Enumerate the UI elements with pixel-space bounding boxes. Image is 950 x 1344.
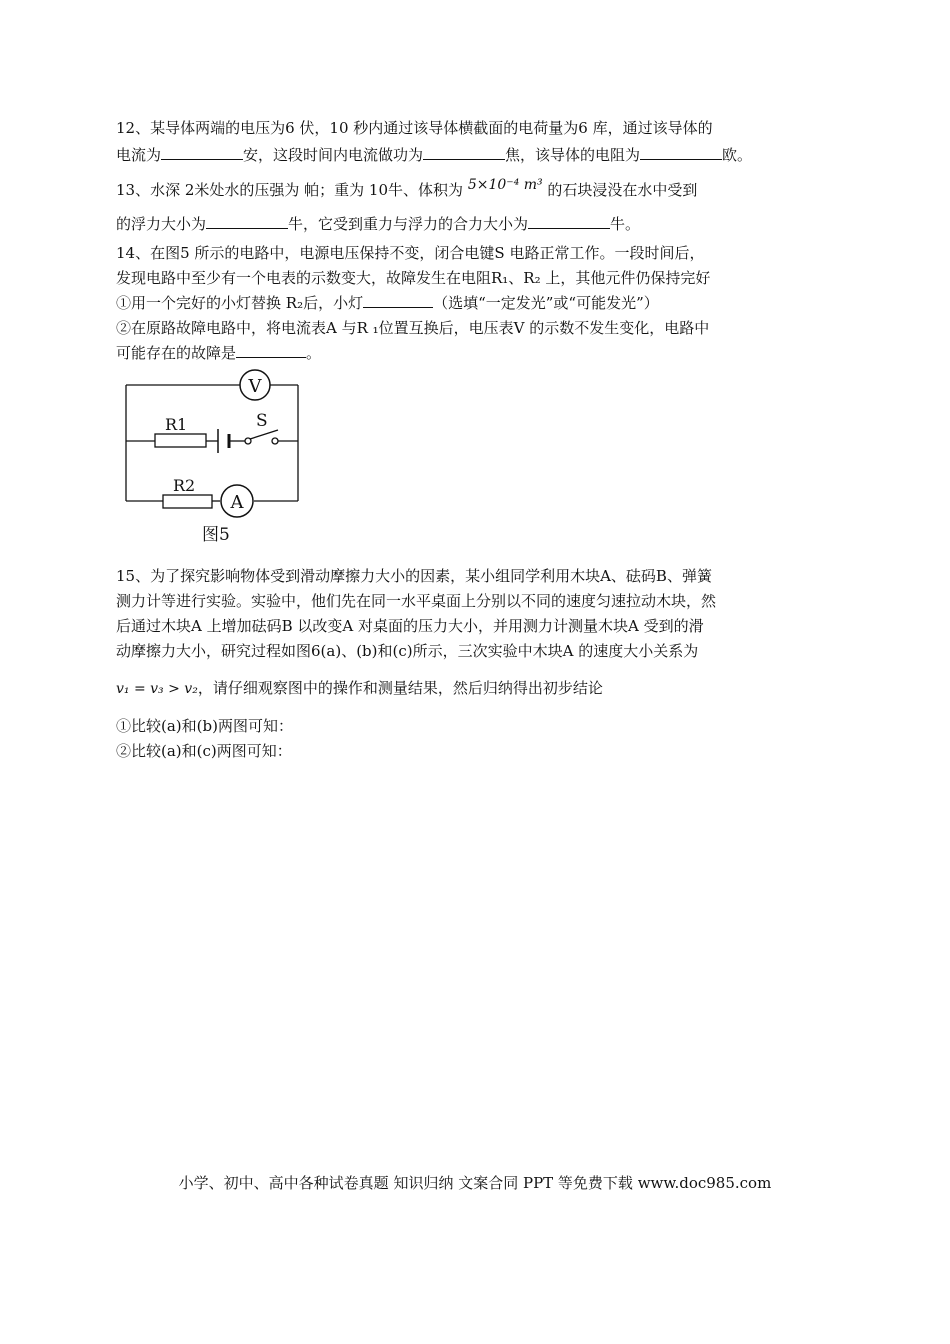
q13-line1 [116, 177, 698, 201]
switch-label: S [256, 411, 268, 431]
circuit-figure-5 [118, 368, 308, 548]
figure-caption: 图5 [202, 525, 230, 545]
q13-blank-net-force[interactable] [528, 214, 610, 229]
q15-line4: 动摩擦力大小，研究过程如图6(a)、(b)和(c)所示，三次实验中木块A 的速度大小关系为 [116, 642, 699, 660]
r2-label: R2 [173, 476, 196, 495]
q14-text-b: （选填“一定发光”或“可能发光”） [433, 294, 659, 312]
q14-blank-fault[interactable] [236, 343, 306, 358]
q14-text-a: ①用一个完好的小灯替换 R₂后，小灯 [116, 294, 364, 312]
q12-text-d: 欧。 [722, 146, 753, 164]
q15-text-conclusion: ，请仔细观察图中的操作和测量结果，然后归纳得出初步结论 [197, 679, 603, 697]
q15-line2: 测力计等进行实验。实验中，他们先在同一水平桌面上分别以不同的速度匀速拉动木块，然 [116, 592, 717, 610]
switch-symbol [245, 430, 278, 444]
q14-text-d: 。 [306, 344, 322, 362]
page-footer: 小学、初中、高中各种试卷真题 知识归纳 文案合同 PPT 等免费下载 www.doc985.com [178, 1174, 772, 1192]
q15-item2: ②比较(a)和(c)两图可知： [116, 742, 292, 760]
q15-item1: ①比较(a)和(b)两图可知： [116, 717, 293, 735]
q12-blank-current[interactable] [161, 145, 243, 160]
q13-text-d: 牛，它受到重力与浮力的合力大小为 [288, 215, 529, 233]
q13-blank-buoyancy[interactable] [206, 214, 288, 229]
q12-text-c: 焦，该导体的电阻为 [505, 146, 641, 164]
r1-label: R1 [165, 415, 188, 434]
voltmeter-label: V [248, 376, 262, 397]
q13-text-b: 的石块浸没在水中受到 [547, 181, 698, 199]
q12-blank-work[interactable] [423, 145, 505, 160]
q12-line2 [116, 145, 752, 165]
q13-line2 [116, 214, 640, 234]
q12-text-b: 安，这段时间内电流做功为 [243, 146, 424, 164]
q12-text-a: 电流为 [116, 146, 162, 164]
q15-speed-relation: v₁ = v₃ > v₂ [116, 681, 198, 697]
q14-blank-lamp[interactable] [363, 293, 433, 308]
q12-blank-resistance[interactable] [640, 145, 722, 160]
q15-line1: 15、为了探究影响物体受到滑动摩擦力大小的因素，某小组同学利用木块A、砝码B、弹簧 [116, 567, 712, 585]
resistor-r2 [163, 495, 212, 508]
q13-text-a: 13、水深 2米处水的压强为 帕；重为 10牛、体积为 [116, 181, 464, 199]
q13-text-e: 牛。 [610, 215, 641, 233]
q13-text-c: 的浮力大小为 [116, 215, 207, 233]
q14-line1: 14、在图5 所示的电路中，电源电压保持不变，闭合电键S 电路正常工作。一段时间后， [116, 244, 705, 262]
q14-line4: ②在原路故障电路中，将电流表A 与R ₁位置互换后，电压表V 的示数不发生变化，电路中 [116, 319, 710, 337]
q12-line1: 12、某导体两端的电压为6 伏，10 秒内通过该导体横截面的电荷量为6 库，通过该导体的 [116, 119, 713, 137]
q15-line3: 后通过木块A 上增加砝码B 以改变A 对桌面的压力大小，并用测力计测量木块A 受到的滑 [116, 617, 704, 635]
battery-symbol [218, 429, 229, 453]
q13-volume-formula: 5×10⁻⁴ m³ [467, 177, 543, 193]
q14-line2: 发现电路中至少有一个电表的示数变大，故障发生在电阻R₁、R₂ 上，其他元件仍保持完好 [116, 269, 711, 287]
ammeter-label: A [230, 492, 244, 513]
q14-line3 [116, 293, 659, 313]
q14-line5 [116, 343, 321, 363]
resistor-r1 [155, 434, 206, 447]
q15-line5 [116, 678, 603, 699]
q14-text-c: 可能存在的故障是 [116, 344, 237, 362]
